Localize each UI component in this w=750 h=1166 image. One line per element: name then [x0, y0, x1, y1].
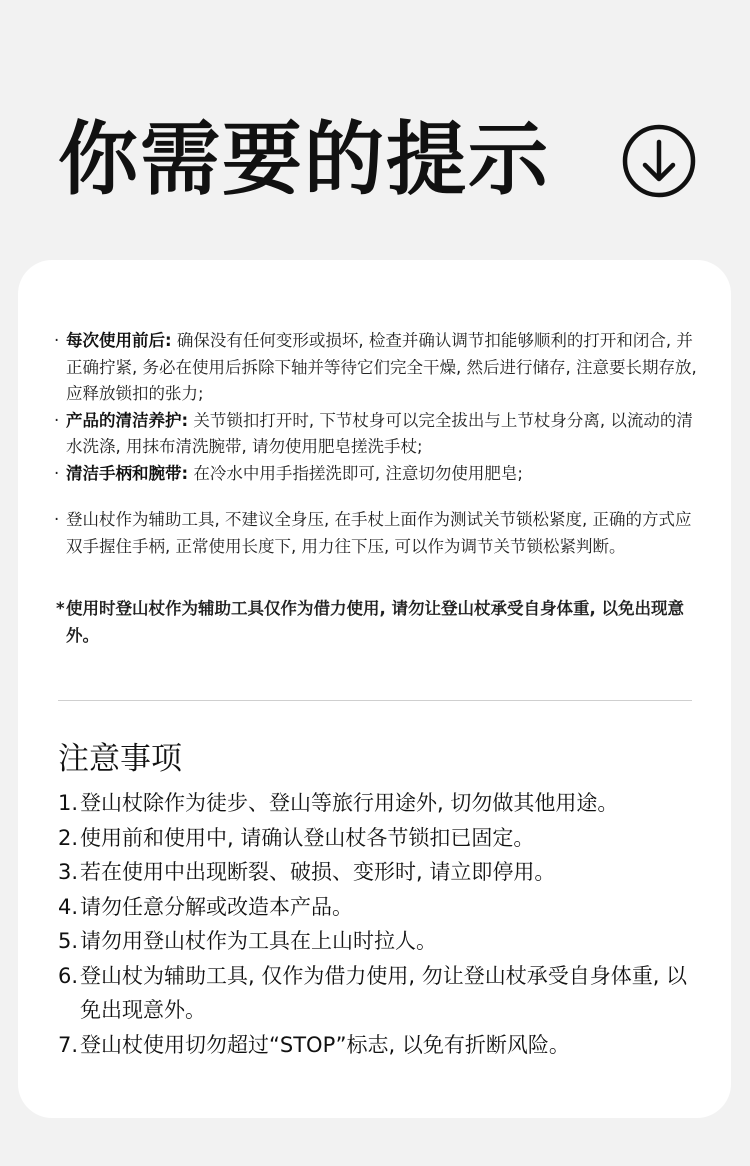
tip-bullet: · [54, 510, 60, 529]
item-text: 登山杖使用切勿超过“STOP”标志, 以免有折断风险。 [80, 1032, 570, 1057]
item-number: 3. [58, 860, 79, 884]
tip-handle-strap [40, 461, 698, 488]
item-number: 4. [58, 894, 79, 919]
tip-bullet: · [54, 463, 60, 483]
warning-text: 使用时登山杖作为辅助工具仅作为借力使用, 请勿让登山杖承受自身体重, 以免出现意外。 [66, 599, 685, 645]
item-text: 若在使用中出现断裂、破损、变形时, 请立即停用。 [80, 860, 556, 884]
tip-heading: 产品的清洁养护: [66, 410, 189, 430]
item-number: 5. [58, 929, 79, 953]
warning-note [40, 596, 698, 649]
tip-bullet: · [54, 331, 60, 350]
arrow-down-circle-icon [620, 122, 698, 200]
list-item [58, 1028, 704, 1063]
item-number: 7. [58, 1032, 79, 1057]
list-item [58, 890, 704, 925]
notes-list [58, 786, 704, 1062]
tip-heading: 每次使用前后: [66, 331, 172, 350]
list-item [58, 924, 704, 959]
list-item [58, 855, 704, 890]
warning-star: * [56, 599, 65, 618]
page-title: 你需要的提示 [58, 113, 550, 206]
tips-section [40, 328, 698, 649]
item-number: 2. [58, 825, 79, 850]
tip-lock-test [40, 507, 698, 560]
item-text: 登山杖为辅助工具, 仅作为借力使用, 勿让登山杖承受自身体重, 以免出现意外。 [80, 963, 688, 1022]
item-text: 请勿用登山杖作为工具在上山时拉人。 [80, 929, 437, 953]
list-item [58, 959, 704, 1028]
tip-text: 登山杖作为辅助工具, 不建议全身压, 在手杖上面作为测试关节锁松紧度, 正确的方式应双手握住手柄, 正常使用长度下, 用力往下压, 可以作为调节关节锁松紧判断。 [66, 510, 692, 556]
section-divider [58, 700, 692, 701]
list-item [58, 821, 704, 856]
item-number: 6. [58, 963, 79, 988]
tip-text: 确保没有任何变形或损坏, 检查并确认调节扣能够顺利的打开和闭合, 并正确拧紧, 务必在使用后拆除下轴并等待它们完全干燥, 然后进行储存, 注意要长期存放, 应释放锁扣的张力; [66, 331, 697, 403]
tip-before-after-use [40, 328, 698, 408]
tip-cleaning-care [40, 408, 698, 461]
tip-text: 在冷水中用手指搓洗即可, 注意切勿使用肥皂; [188, 463, 523, 483]
list-item [58, 786, 704, 821]
notes-title: 注意事项 [58, 741, 182, 777]
tip-bullet: · [54, 410, 60, 430]
item-text: 登山杖除作为徒步、登山等旅行用途外, 切勿做其他用途。 [80, 791, 619, 815]
item-text: 请勿任意分解或改造本产品。 [80, 894, 353, 919]
item-text: 使用前和使用中, 请确认登山杖各节锁扣已固定。 [80, 825, 535, 850]
item-number: 1. [58, 791, 79, 815]
tip-heading: 清洁手柄和腕带: [66, 463, 189, 483]
tip-text: 关节锁扣打开时, 下节杖身可以完全拔出与上节杖身分离, 以流动的清水洗涤, 用抹布清洗腕带, 请勿使用肥皂搓洗手杖; [66, 410, 693, 456]
